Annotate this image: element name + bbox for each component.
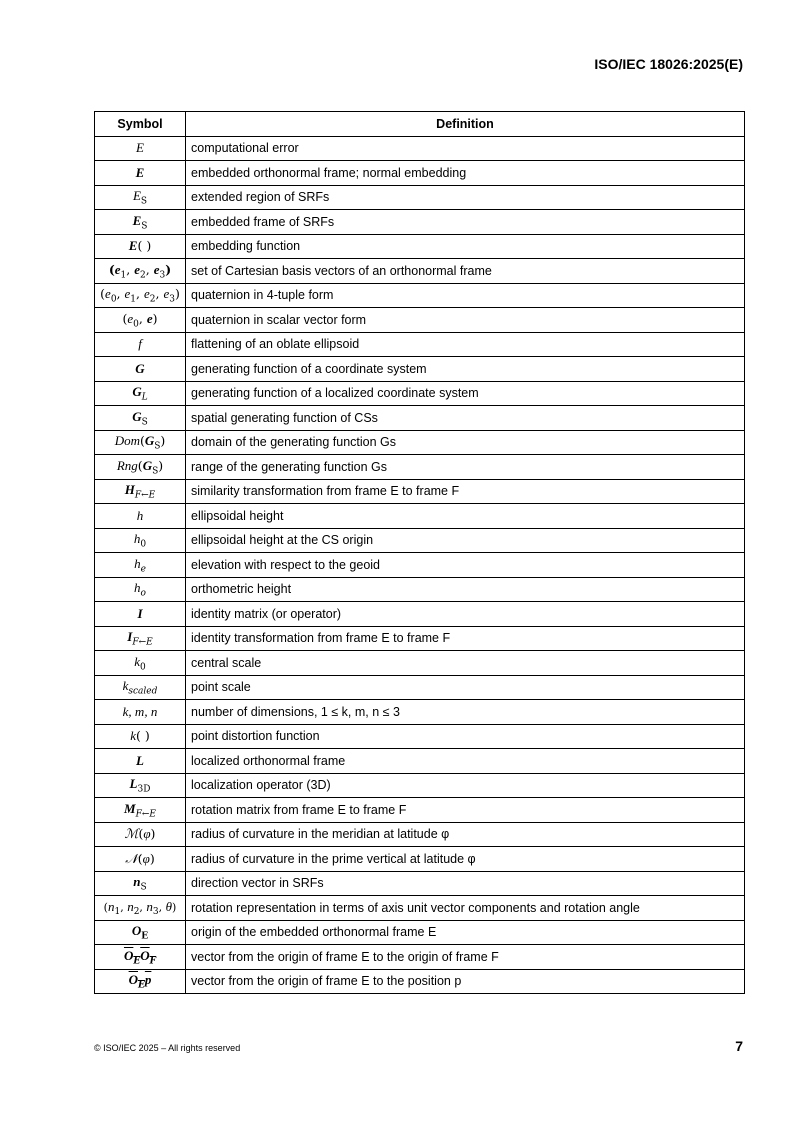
definition-cell: orthometric height: [186, 577, 745, 602]
table-row: [95, 871, 745, 896]
table-row: [95, 553, 745, 578]
symbol-cell: $H_{F\leftarrow E}$: [95, 479, 186, 504]
definition-cell: embedded orthonormal frame; normal embedding: [186, 161, 745, 186]
symbol-cell: k( ): [95, 724, 186, 749]
symbol-cell: $k_0$: [95, 651, 186, 676]
table-row: [95, 308, 745, 333]
definition-cell: vector from the origin of frame E to the origin of frame F: [186, 945, 745, 970]
table-row: [95, 798, 745, 823]
definition-cell: computational error: [186, 136, 745, 161]
symbol-cell: $M_{F\leftarrow E}$: [95, 798, 186, 823]
symbol-cell: $k_{scaled}$: [95, 675, 186, 700]
definition-cell: point distortion function: [186, 724, 745, 749]
definition-cell: similarity transformation from frame E to frame F: [186, 479, 745, 504]
table-row: [95, 847, 745, 872]
symbol-cell: $O_Ep$: [95, 969, 186, 994]
symbol-cell: ($e_0$, e): [95, 308, 186, 333]
symbol-cell: $Rng(G_S)$: [95, 455, 186, 480]
definition-cell: localization operator (3D): [186, 773, 745, 798]
table-row: [95, 700, 745, 725]
definition-cell: ellipsoidal height: [186, 504, 745, 529]
symbol-cell: ($e_1$, $e_2$, $e_3$): [95, 259, 186, 284]
symbol-cell: $E_S$: [95, 185, 186, 210]
definition-cell: origin of the embedded orthonormal frame E: [186, 920, 745, 945]
definition-cell: radius of curvature in the meridian at latitude φ: [186, 822, 745, 847]
definition-cell: number of dimensions, 1 ≤ k, m, n ≤ 3: [186, 700, 745, 725]
definition-cell: point scale: [186, 675, 745, 700]
symbols-table: [94, 111, 745, 994]
definition-cell: embedding function: [186, 234, 745, 259]
table-row: [95, 528, 745, 553]
page-number: 7: [735, 1038, 743, 1054]
table-row: [95, 283, 745, 308]
table-row: [95, 773, 745, 798]
table-header-row: [95, 112, 745, 137]
definition-cell: elevation with respect to the geoid: [186, 553, 745, 578]
table-row: [95, 749, 745, 774]
table-row: [95, 234, 745, 259]
table-row: [95, 210, 745, 235]
definition-cell: quaternion in scalar vector form: [186, 308, 745, 333]
definition-cell: quaternion in 4-tuple form: [186, 283, 745, 308]
symbol-cell: $G_L$: [95, 381, 186, 406]
table-row: [95, 626, 745, 651]
definition-cell: generating function of a localized coordinate system: [186, 381, 745, 406]
table-row: [95, 357, 745, 382]
table-row: [95, 969, 745, 994]
symbol-cell: L: [95, 749, 186, 774]
definition-cell: embedded frame of SRFs: [186, 210, 745, 235]
symbol-cell: $h_o$: [95, 577, 186, 602]
symbol-cell: ($n_1$, $n_2$, $n_3$, θ): [95, 896, 186, 921]
table-row: [95, 381, 745, 406]
definition-cell: domain of the generating function Gs: [186, 430, 745, 455]
table-row: [95, 602, 745, 627]
table-row: [95, 651, 745, 676]
symbol-cell: G: [95, 357, 186, 382]
table-row: [95, 479, 745, 504]
table-row: [95, 577, 745, 602]
definition-cell: radius of curvature in the prime vertical at latitude φ: [186, 847, 745, 872]
definition-cell: ellipsoidal height at the CS origin: [186, 528, 745, 553]
symbol-cell: k, m, n: [95, 700, 186, 725]
table-row: [95, 896, 745, 921]
symbol-cell: $O_EO_F$: [95, 945, 186, 970]
table-row: [95, 406, 745, 431]
table-row: [95, 920, 745, 945]
column-header-symbol: Symbol: [95, 112, 186, 137]
table-row: [95, 455, 745, 480]
table-row: [95, 161, 745, 186]
definition-cell: localized orthonormal frame: [186, 749, 745, 774]
copyright-notice: © ISO/IEC 2025 – All rights reserved: [94, 1043, 241, 1053]
table-row: [95, 822, 745, 847]
definition-cell: generating function of a coordinate system: [186, 357, 745, 382]
symbol-cell: $O_E$: [95, 920, 186, 945]
column-header-definition: Definition: [186, 112, 745, 137]
definition-cell: spatial generating function of CSs: [186, 406, 745, 431]
document-id: ISO/IEC 18026:2025(E): [594, 56, 743, 72]
definition-cell: direction vector in SRFs: [186, 871, 745, 896]
symbol-cell: ℳ(φ): [95, 822, 186, 847]
table-row: [95, 259, 745, 284]
symbol-cell: E( ): [95, 234, 186, 259]
symbol-cell: $Dom(G_S)$: [95, 430, 186, 455]
symbol-cell: $G_S$: [95, 406, 186, 431]
symbol-cell: $h_e$: [95, 553, 186, 578]
table-row: [95, 724, 745, 749]
symbol-cell: $L_{3D}$: [95, 773, 186, 798]
definition-cell: identity matrix (or operator): [186, 602, 745, 627]
symbol-cell: $E_S$: [95, 210, 186, 235]
definition-cell: range of the generating function Gs: [186, 455, 745, 480]
table-row: [95, 504, 745, 529]
table-row: [95, 332, 745, 357]
table-row: [95, 430, 745, 455]
symbol-cell: ($e_0$, $e_1$, $e_2$, $e_3$): [95, 283, 186, 308]
table-row: [95, 945, 745, 970]
table-row: [95, 675, 745, 700]
symbol-cell: $n_S$: [95, 871, 186, 896]
definition-cell: flattening of an oblate ellipsoid: [186, 332, 745, 357]
definition-cell: set of Cartesian basis vectors of an orthonormal frame: [186, 259, 745, 284]
symbol-cell: 𝒩(φ): [95, 847, 186, 872]
symbol-cell: E: [95, 161, 186, 186]
symbol-cell: h: [95, 504, 186, 529]
table-row: [95, 136, 745, 161]
symbol-cell: $h_0$: [95, 528, 186, 553]
symbol-cell: f: [95, 332, 186, 357]
definition-cell: extended region of SRFs: [186, 185, 745, 210]
definition-cell: central scale: [186, 651, 745, 676]
definition-cell: rotation matrix from frame E to frame F: [186, 798, 745, 823]
definition-cell: rotation representation in terms of axis unit vector components and rotation angle: [186, 896, 745, 921]
definition-cell: vector from the origin of frame E to the position p: [186, 969, 745, 994]
definition-cell: identity transformation from frame E to frame F: [186, 626, 745, 651]
table-row: [95, 185, 745, 210]
symbol-cell: $I_{F\leftarrow E}$: [95, 626, 186, 651]
symbol-cell: I: [95, 602, 186, 627]
symbol-cell: E: [95, 136, 186, 161]
